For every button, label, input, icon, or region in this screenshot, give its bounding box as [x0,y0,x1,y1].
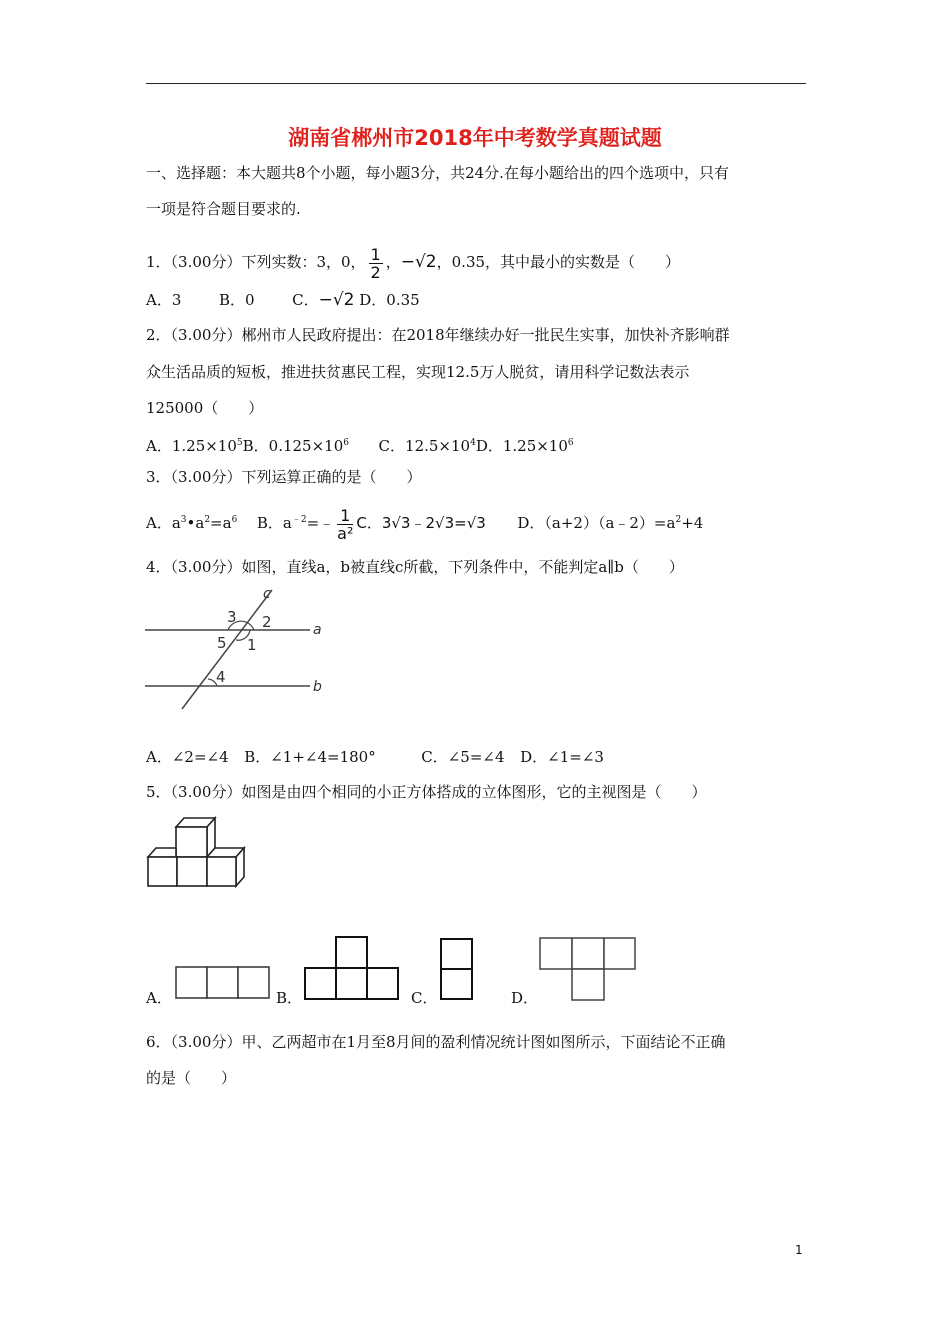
question-1-options: A．3 B．0 C．−√2 D．0.35 [146,290,420,310]
question-1-stem: 1．（3.00分）下列实数：3，0， $\frac{1}{2}$ ，−√2，0.35，其中最小的实数是（ ） [146,244,681,282]
q5-option-d-label: D． [511,989,539,1007]
question-2-line-2: 众生活品质的短板，推进扶贫惠民工程，实现12.5万人脱贫，请用科学记数法表示 [146,363,690,381]
q5-option-a-figure [175,966,273,1000]
q4-option-b: B．∠1+∠4=180° [244,748,376,766]
q5-option-c-label: C． [411,989,438,1007]
header-rule [146,83,806,84]
q4-option-a: A．∠2=∠4 [146,748,229,766]
fraction-one-half: $\frac{1}{2}$ [370,244,381,282]
question-6-line-2: 的是（ ） [146,1069,237,1087]
fig-label-b: b [313,679,322,695]
exam-title: 湖南省郴州市2018年中考数学真题试题 [288,126,662,150]
q3-option-c: C．3√3﹣2√3=√3 [356,514,486,532]
parallel-lines-figure [140,585,340,713]
q4-option-c: C．∠5=∠4 [421,748,505,766]
q2-option-b: B．$0.125\times 10^6$ [242,437,349,455]
fig-label-1: 1 [247,636,257,654]
q2-option-c: C．$12.5\times 10^4$ [378,437,476,455]
fraction-one-over-a-squared: $\frac{1}{\text{a²}}$ [337,505,354,543]
q1-option-b: B．0 [218,291,255,309]
question-2-options [146,433,574,456]
question-2-line-1: 2．（3.00分）郴州市人民政府提出：在2018年继续办好一批民生实事，加快补齐影响群 [146,326,730,344]
q5-option-b-label: B． [276,989,303,1007]
q5-option-c-figure [439,937,475,1001]
section-intro-line-1: 一、选择题：本大题共8个小题，每小题3分，共24分.在每小题给出的四个选项中，只有 [146,164,729,182]
q5-option-d-figure [538,936,638,1002]
q1-option-c: C． [292,291,319,309]
question-4-options [146,747,604,767]
fig-label-4: 4 [216,668,226,686]
q5-option-b-figure [303,935,401,1001]
question-5-stem: 5．（3.00分）如图是由四个相同的小正方体搭成的立体图形，它的主视图是（ ） [146,783,707,801]
question-3-options [146,500,703,543]
fig-label-a: a [313,622,322,638]
q3-option-b: B．$a^{﹣2}=﹣$ $\frac{1}{\text{a²}}$ [256,505,354,543]
q1-option-a: A．3 [146,291,182,309]
neg-sqrt-2: −√2 [400,252,437,272]
question-3-stem: 3．（3.00分）下列运算正确的是（ ） [146,468,422,486]
q5-option-a-label: A． [146,989,172,1007]
q4-option-d: D．∠1=∠3 [520,748,604,766]
q2-option-d: D．$1.25\times 10^6$ [475,437,574,455]
q2-option-a: A．$1.25\times 10^5$ [146,437,243,455]
fig-label-2: 2 [262,613,272,631]
question-2-line-3: 125000（ ） [146,399,264,417]
question-4-stem: 4．（3.00分）如图，直线a，b被直线c所截，下列条件中，不能判定a∥b（ ） [146,558,684,576]
q1-option-d: D．0.35 [359,291,420,309]
q3-option-d: D．$(a+2)(a﹣2)=a^2+4$ [517,514,704,532]
section-intro-line-2: 一项是符合题目要求的. [146,200,301,218]
q3-option-a: A．$a^3•a^2=a^6$ [146,514,238,532]
fig-label-3: 3 [227,608,237,626]
page-number: 1 [795,1243,803,1257]
fig-label-c: c [263,586,271,602]
question-6-line-1: 6．（3.00分）甲、乙两超市在1月至8月间的盈利情况统计图如图所示，下面结论不正确 [146,1033,726,1051]
cubes-3d-figure [144,815,248,889]
fig-label-5: 5 [217,634,227,652]
